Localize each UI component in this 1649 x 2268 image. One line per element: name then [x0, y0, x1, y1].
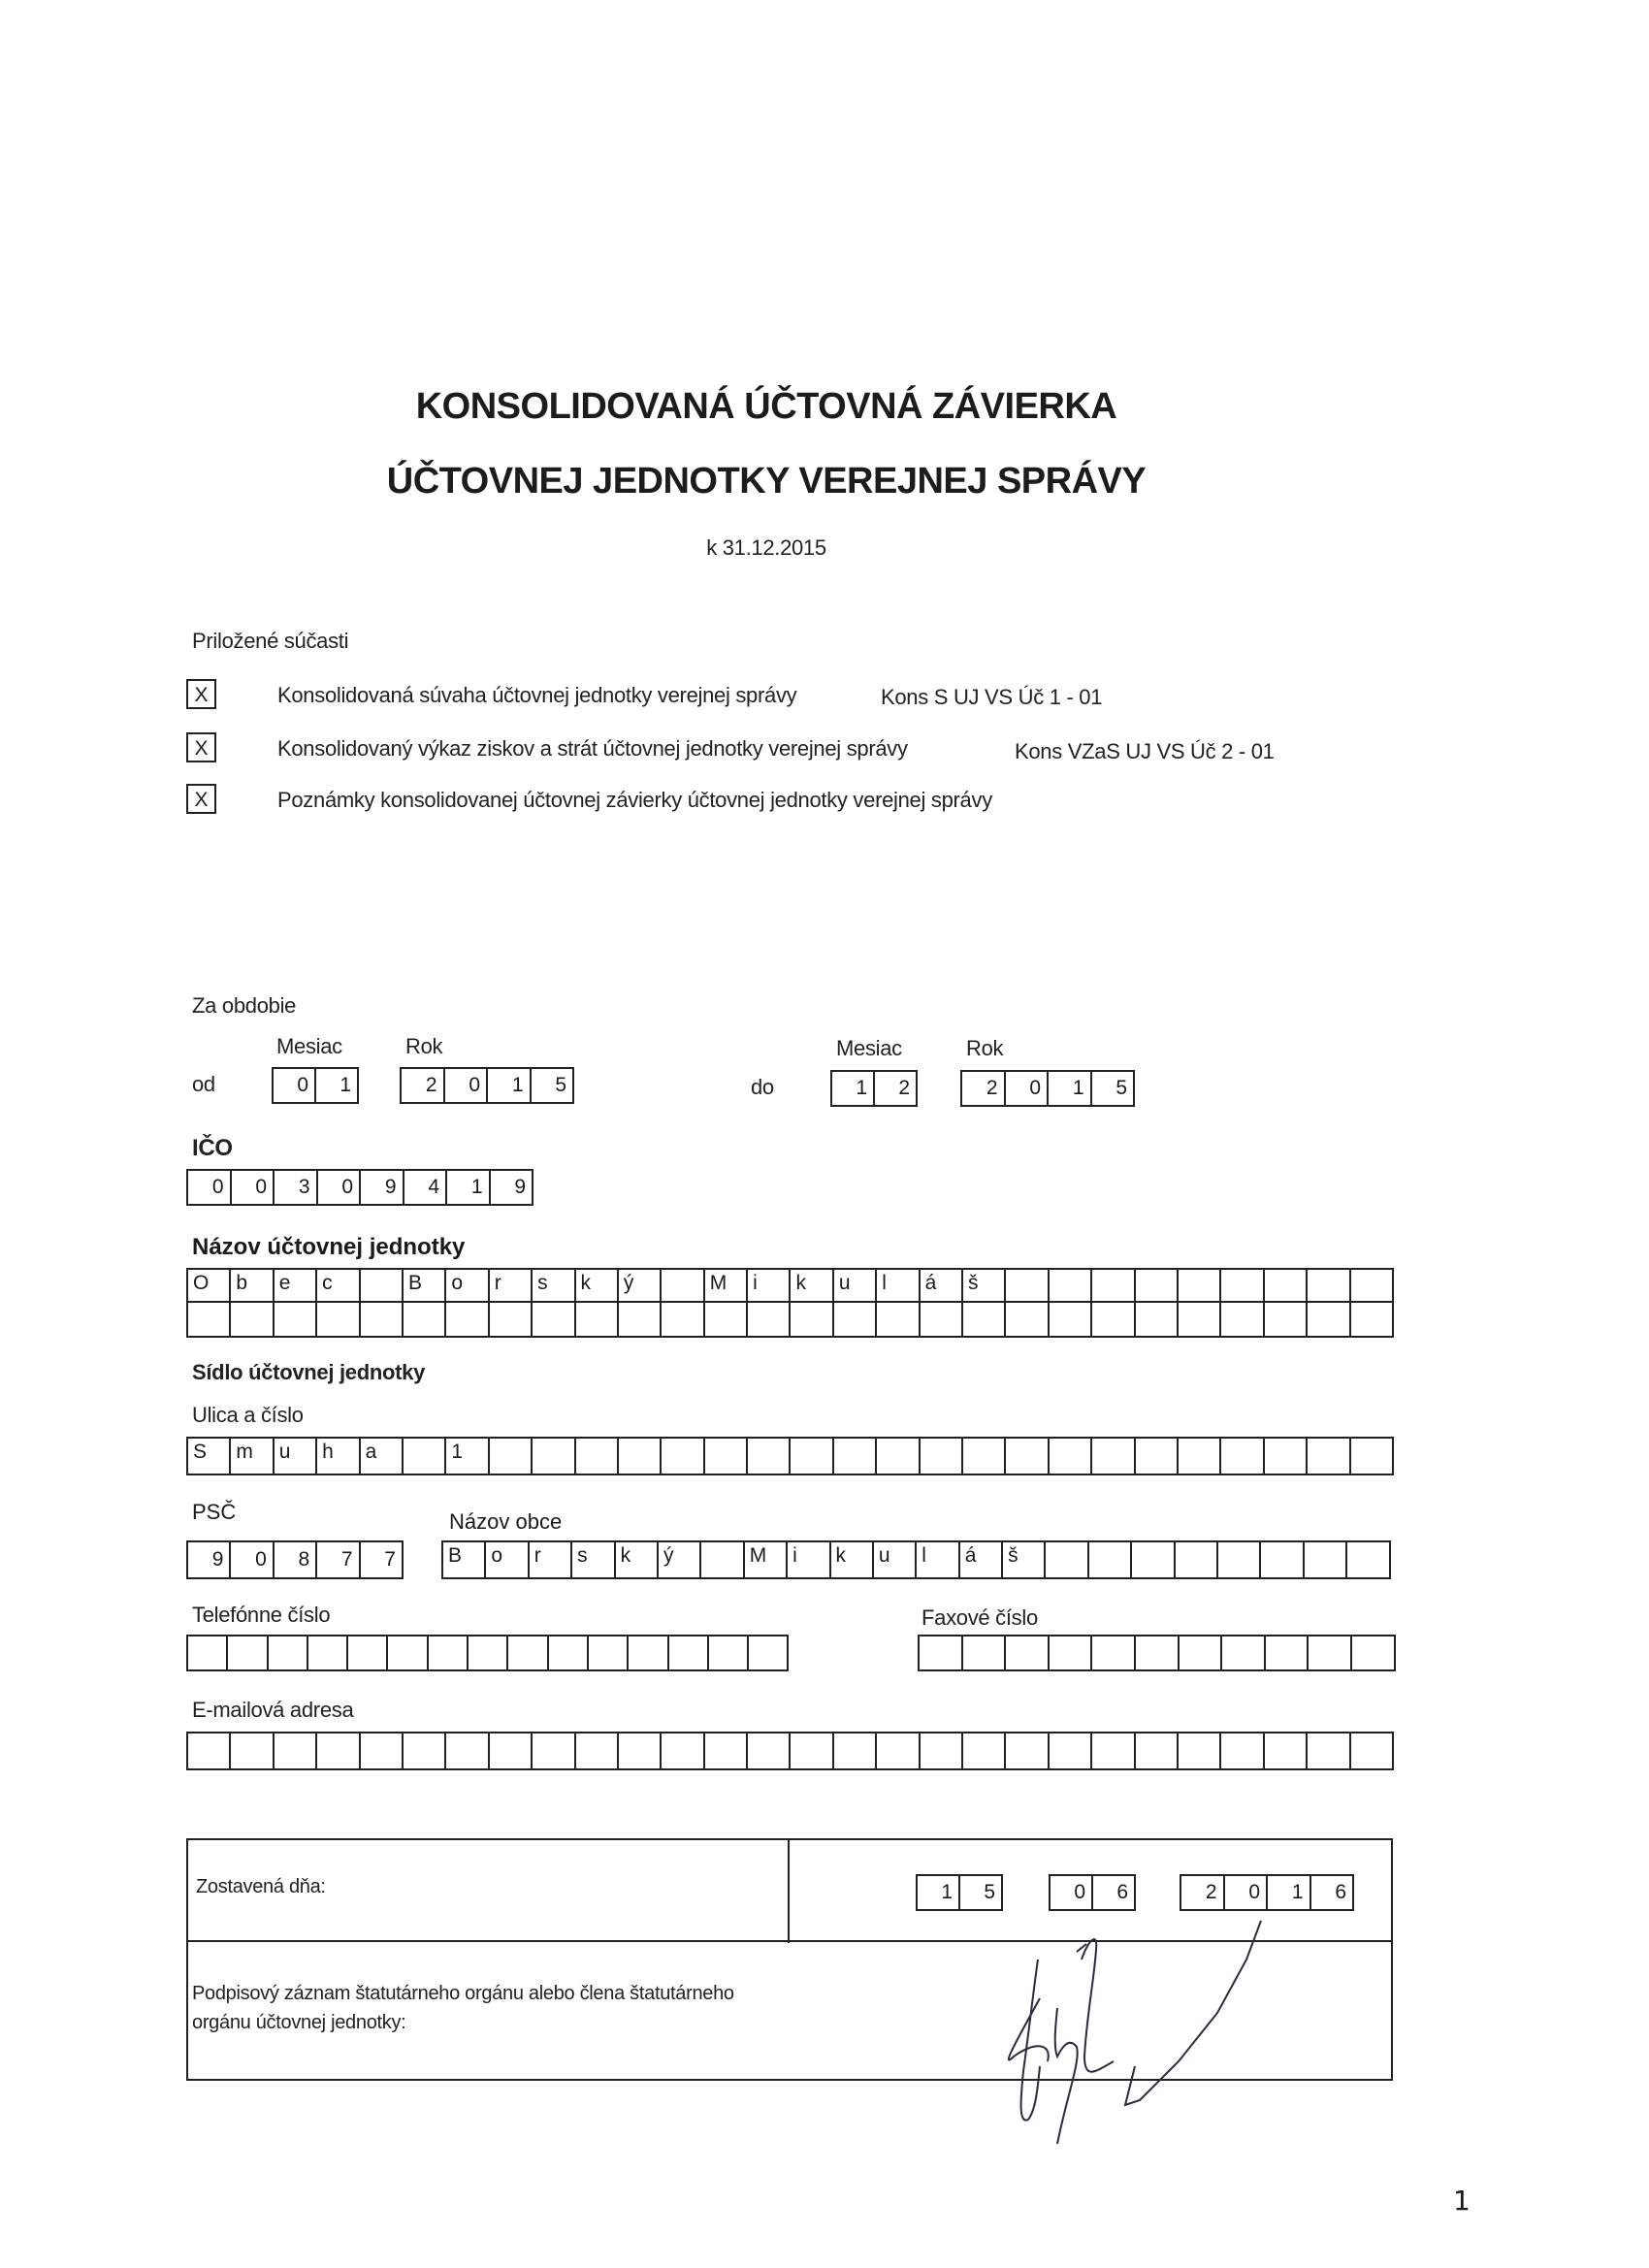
char-box[interactable]: ý — [659, 1542, 701, 1577]
char-box[interactable] — [1265, 1439, 1308, 1474]
char-box[interactable]: m — [231, 1439, 274, 1474]
char-box[interactable]: s — [533, 1270, 575, 1301]
char-box[interactable]: 5 — [1092, 1072, 1136, 1105]
char-box[interactable]: k — [791, 1270, 833, 1301]
char-box[interactable]: 7 — [317, 1542, 360, 1577]
char-box[interactable] — [1006, 1270, 1049, 1301]
unit-name-label: Názov účtovnej jednotky — [192, 1234, 466, 1260]
street-label: Ulica a číslo — [192, 1403, 304, 1427]
char-box[interactable]: 1 — [316, 1069, 359, 1102]
char-box[interactable] — [1179, 1270, 1221, 1301]
char-box[interactable] — [1050, 1301, 1092, 1336]
char-box[interactable] — [877, 1733, 920, 1768]
from-month-label: Mesiac — [276, 1034, 342, 1058]
char-box[interactable] — [748, 1301, 791, 1336]
char-box[interactable] — [834, 1733, 877, 1768]
char-box[interactable] — [1179, 1733, 1221, 1768]
char-box[interactable] — [619, 1733, 662, 1768]
char-box[interactable] — [188, 1636, 228, 1669]
char-box[interactable]: 2 — [1181, 1876, 1225, 1909]
char-box[interactable] — [1351, 1733, 1394, 1768]
attachment-label-3: Poznámky konsolidovanej účtovnej závierky účtovnej jednotky verejnej správy — [277, 788, 992, 812]
char-box[interactable]: 7 — [361, 1542, 404, 1577]
char-box[interactable] — [576, 1733, 619, 1768]
char-box[interactable]: 1 — [1268, 1876, 1311, 1909]
fax-label: Faxové číslo — [922, 1605, 1038, 1630]
char-box[interactable] — [188, 1301, 231, 1336]
char-box[interactable]: a — [361, 1439, 404, 1474]
char-box[interactable] — [231, 1733, 274, 1768]
char-box[interactable] — [1221, 1301, 1264, 1336]
char-box[interactable] — [791, 1301, 833, 1336]
char-box[interactable]: 2 — [875, 1072, 918, 1105]
char-box[interactable]: e — [275, 1270, 317, 1301]
char-box[interactable]: u — [834, 1270, 877, 1301]
attachment-code-1: Kons S UJ VS Úč 1 - 01 — [881, 685, 1103, 709]
char-box[interactable] — [188, 1733, 231, 1768]
char-box[interactable] — [404, 1733, 446, 1768]
char-box[interactable] — [490, 1733, 533, 1768]
char-box[interactable] — [549, 1636, 589, 1669]
signature-column-divider — [788, 1838, 790, 1943]
char-box[interactable]: á — [921, 1270, 963, 1301]
char-box[interactable]: h — [317, 1439, 360, 1474]
psc-field[interactable] — [186, 1540, 404, 1579]
char-box[interactable] — [877, 1301, 920, 1336]
char-box[interactable] — [1050, 1439, 1092, 1474]
char-box[interactable]: u — [874, 1542, 917, 1577]
to-year-label: Rok — [966, 1036, 1004, 1060]
char-box[interactable]: B — [443, 1542, 486, 1577]
attachment-checkbox-3[interactable]: X — [186, 784, 216, 814]
char-box[interactable] — [1308, 1439, 1350, 1474]
char-box[interactable]: 0 — [231, 1542, 274, 1577]
char-box[interactable] — [1309, 1636, 1352, 1669]
char-box[interactable] — [317, 1733, 360, 1768]
city-field[interactable] — [441, 1540, 1391, 1579]
char-box[interactable]: 1 — [832, 1072, 875, 1105]
char-box[interactable] — [619, 1439, 662, 1474]
char-box[interactable] — [920, 1636, 963, 1669]
char-box[interactable] — [1136, 1636, 1180, 1669]
char-box[interactable] — [791, 1733, 833, 1768]
period-heading: Za obdobie — [192, 993, 297, 1018]
char-box[interactable] — [1006, 1636, 1050, 1669]
char-box[interactable]: O — [188, 1270, 231, 1301]
char-box[interactable] — [1265, 1301, 1308, 1336]
char-box[interactable] — [1050, 1733, 1092, 1768]
char-box[interactable] — [1136, 1301, 1179, 1336]
char-box[interactable] — [1305, 1542, 1347, 1577]
char-box[interactable]: š — [963, 1270, 1006, 1301]
attachments-heading: Priložené súčasti — [192, 629, 349, 653]
char-box[interactable] — [662, 1733, 704, 1768]
char-box[interactable] — [662, 1270, 704, 1301]
char-box[interactable] — [963, 1636, 1007, 1669]
char-box[interactable] — [705, 1733, 748, 1768]
char-box[interactable] — [1092, 1733, 1135, 1768]
char-box[interactable] — [1132, 1542, 1175, 1577]
char-box[interactable]: 0 — [1225, 1876, 1269, 1909]
char-box[interactable]: 5 — [960, 1876, 1003, 1909]
char-box[interactable] — [1050, 1270, 1092, 1301]
char-box[interactable] — [576, 1301, 619, 1336]
char-box[interactable]: s — [572, 1542, 615, 1577]
char-box[interactable] — [388, 1636, 428, 1669]
char-box[interactable] — [1347, 1542, 1390, 1577]
char-box[interactable] — [662, 1439, 704, 1474]
char-box[interactable] — [1050, 1636, 1093, 1669]
char-box[interactable] — [1261, 1542, 1304, 1577]
attachment-checkbox-2[interactable]: X — [186, 732, 216, 762]
char-box[interactable]: l — [877, 1270, 920, 1301]
char-box[interactable]: 1 — [918, 1876, 960, 1909]
street-field[interactable] — [186, 1437, 1394, 1475]
char-box[interactable]: i — [788, 1542, 830, 1577]
char-box[interactable] — [348, 1636, 388, 1669]
char-box[interactable]: 1 — [446, 1439, 489, 1474]
char-box[interactable] — [404, 1301, 446, 1336]
to-month-field[interactable] — [830, 1070, 918, 1107]
char-box[interactable] — [1006, 1439, 1049, 1474]
page-subtitle: ÚČTOVNEJ JEDNOTKY VEREJNEJ SPRÁVY — [386, 461, 1147, 502]
char-box[interactable]: o — [486, 1542, 529, 1577]
char-box[interactable]: o — [446, 1270, 489, 1301]
char-box[interactable]: r — [530, 1542, 572, 1577]
char-box[interactable] — [361, 1301, 404, 1336]
char-box[interactable] — [921, 1301, 963, 1336]
char-box[interactable] — [921, 1439, 963, 1474]
from-year-label: Rok — [405, 1034, 443, 1058]
char-box[interactable] — [1218, 1542, 1261, 1577]
signature-label-line-1: Podpisový záznam štatutárneho orgánu alebo člena štatutárneho — [192, 1983, 734, 2004]
char-box[interactable]: 9 — [188, 1542, 231, 1577]
unit-name-row-2[interactable] — [186, 1301, 1394, 1338]
char-box[interactable] — [669, 1636, 709, 1669]
to-year-field[interactable] — [960, 1070, 1135, 1107]
char-box[interactable] — [1092, 1301, 1135, 1336]
to-month-label: Mesiac — [836, 1036, 902, 1060]
email-label: E-mailová adresa — [192, 1698, 354, 1722]
char-box[interactable] — [629, 1636, 668, 1669]
char-box[interactable] — [1179, 1301, 1221, 1336]
char-box[interactable] — [1351, 1439, 1394, 1474]
char-box[interactable]: 1 — [447, 1171, 491, 1204]
char-box[interactable]: M — [745, 1542, 788, 1577]
attachment-label-1: Konsolidovaná súvaha účtovnej jednotky verejnej správy — [277, 683, 797, 707]
attachment-label-2: Konsolidovaný výkaz ziskov a strát účtovnej jednotky verejnej správy — [277, 736, 908, 761]
char-box[interactable] — [701, 1542, 744, 1577]
fax-field[interactable] — [918, 1635, 1396, 1671]
char-box[interactable] — [709, 1636, 749, 1669]
report-date: k 31.12.2015 — [706, 535, 826, 560]
char-box[interactable] — [1351, 1301, 1394, 1336]
char-box[interactable] — [446, 1301, 489, 1336]
char-box[interactable] — [1308, 1733, 1350, 1768]
char-box[interactable] — [748, 1439, 791, 1474]
char-box[interactable] — [921, 1733, 963, 1768]
char-box[interactable] — [1046, 1542, 1088, 1577]
char-box[interactable] — [308, 1636, 348, 1669]
char-box[interactable] — [834, 1439, 877, 1474]
char-box[interactable]: 1 — [1049, 1072, 1092, 1105]
char-box[interactable] — [1222, 1636, 1266, 1669]
char-box[interactable] — [361, 1733, 404, 1768]
char-box[interactable]: 6 — [1093, 1876, 1136, 1909]
char-box[interactable] — [1221, 1439, 1264, 1474]
char-box[interactable] — [1006, 1733, 1049, 1768]
char-box[interactable]: 0 — [318, 1171, 362, 1204]
ico-field[interactable] — [186, 1169, 534, 1206]
char-box[interactable] — [1006, 1301, 1049, 1336]
char-box[interactable]: 0 — [274, 1069, 316, 1102]
ico-label: IČO — [192, 1135, 233, 1161]
char-box[interactable] — [791, 1439, 833, 1474]
from-year-field[interactable] — [400, 1067, 574, 1104]
char-box[interactable]: 2 — [402, 1069, 445, 1102]
char-box[interactable] — [963, 1733, 1006, 1768]
signature-label-line-2: orgánu účtovnej jednotky: — [192, 2012, 406, 2033]
attachment-code-2: Kons VZaS UJ VS Úč 2 - 01 — [1015, 739, 1275, 763]
char-box[interactable] — [1351, 1270, 1394, 1301]
char-box[interactable]: M — [705, 1270, 748, 1301]
char-box[interactable]: 9 — [361, 1171, 404, 1204]
char-box[interactable] — [533, 1733, 575, 1768]
psc-label: PSČ — [192, 1500, 237, 1524]
od-label: od — [192, 1072, 215, 1096]
char-box[interactable]: 2 — [962, 1072, 1006, 1105]
char-box[interactable]: k — [831, 1542, 874, 1577]
char-box[interactable] — [228, 1636, 268, 1669]
char-box[interactable] — [619, 1301, 662, 1336]
char-box[interactable]: 0 — [232, 1171, 275, 1204]
char-box[interactable]: 5 — [532, 1069, 575, 1102]
char-box[interactable]: k — [576, 1270, 619, 1301]
char-box[interactable]: 3 — [275, 1171, 318, 1204]
char-box[interactable]: 1 — [488, 1069, 532, 1102]
char-box[interactable] — [705, 1301, 748, 1336]
char-box[interactable] — [1352, 1636, 1396, 1669]
char-box[interactable] — [1308, 1301, 1350, 1336]
char-box[interactable] — [963, 1301, 1006, 1336]
char-box[interactable] — [1179, 1439, 1221, 1474]
char-box[interactable] — [576, 1439, 619, 1474]
char-box[interactable] — [404, 1439, 446, 1474]
char-box[interactable] — [469, 1636, 508, 1669]
char-box[interactable]: 8 — [275, 1542, 317, 1577]
char-box[interactable] — [1136, 1270, 1179, 1301]
char-box[interactable] — [1265, 1270, 1308, 1301]
char-box[interactable]: 0 — [1051, 1876, 1093, 1909]
unit-name-row-1[interactable] — [186, 1268, 1394, 1303]
char-box[interactable] — [269, 1636, 308, 1669]
char-box[interactable] — [705, 1439, 748, 1474]
handwritten-signature — [980, 1901, 1300, 2154]
char-box[interactable]: 0 — [1006, 1072, 1050, 1105]
char-box[interactable] — [1136, 1733, 1179, 1768]
char-box[interactable] — [1221, 1270, 1264, 1301]
char-box[interactable] — [231, 1301, 274, 1336]
char-box[interactable]: r — [490, 1270, 533, 1301]
char-box[interactable]: S — [188, 1439, 231, 1474]
char-box[interactable] — [1308, 1270, 1350, 1301]
char-box[interactable] — [533, 1439, 575, 1474]
char-box[interactable] — [275, 1301, 317, 1336]
char-box[interactable] — [1266, 1636, 1310, 1669]
char-box[interactable]: i — [748, 1270, 791, 1301]
char-box[interactable] — [1176, 1542, 1218, 1577]
phone-field[interactable] — [186, 1635, 789, 1671]
char-box[interactable]: á — [960, 1542, 1003, 1577]
char-box[interactable]: c — [317, 1270, 360, 1301]
attachment-checkbox-1[interactable]: X — [186, 679, 216, 709]
email-field[interactable] — [186, 1732, 1394, 1770]
char-box[interactable]: b — [231, 1270, 274, 1301]
char-box[interactable] — [589, 1636, 629, 1669]
page-number: 1 — [1453, 2185, 1471, 2217]
char-box[interactable] — [275, 1733, 317, 1768]
char-box[interactable]: 9 — [491, 1171, 534, 1204]
char-box[interactable]: l — [917, 1542, 959, 1577]
char-box[interactable]: k — [616, 1542, 659, 1577]
char-box[interactable] — [1089, 1542, 1132, 1577]
city-label: Názov obce — [449, 1509, 563, 1534]
char-box[interactable]: š — [1003, 1542, 1046, 1577]
char-box[interactable] — [1092, 1636, 1136, 1669]
char-box[interactable]: B — [404, 1270, 446, 1301]
char-box[interactable] — [748, 1733, 791, 1768]
char-box[interactable] — [490, 1301, 533, 1336]
char-box[interactable]: u — [275, 1439, 317, 1474]
char-box[interactable] — [749, 1636, 789, 1669]
char-box[interactable] — [963, 1439, 1006, 1474]
char-box[interactable] — [1221, 1733, 1264, 1768]
char-box[interactable] — [508, 1636, 548, 1669]
char-box[interactable]: ý — [619, 1270, 662, 1301]
char-box[interactable] — [317, 1301, 360, 1336]
char-box[interactable] — [834, 1301, 877, 1336]
char-box[interactable]: 0 — [188, 1171, 232, 1204]
char-box[interactable]: 6 — [1311, 1876, 1355, 1909]
page-title: KONSOLIDOVANÁ ÚČTOVNÁ ZÁVIERKA — [415, 386, 1117, 427]
char-box[interactable] — [662, 1301, 704, 1336]
char-box[interactable] — [1092, 1270, 1135, 1301]
char-box[interactable] — [429, 1636, 469, 1669]
char-box[interactable] — [877, 1439, 920, 1474]
compiled-date-label: Zostavená dňa: — [196, 1876, 326, 1897]
char-box[interactable]: 0 — [445, 1069, 489, 1102]
char-box[interactable] — [1180, 1636, 1223, 1669]
phone-label: Telefónne číslo — [192, 1603, 331, 1627]
char-box[interactable] — [1092, 1439, 1135, 1474]
char-box[interactable] — [361, 1270, 404, 1301]
char-box[interactable]: 4 — [404, 1171, 448, 1204]
do-label: do — [751, 1075, 774, 1099]
from-month-field[interactable] — [272, 1067, 359, 1104]
char-box[interactable] — [1265, 1733, 1308, 1768]
address-heading: Sídlo účtovnej jednotky — [192, 1360, 426, 1384]
char-box[interactable] — [446, 1733, 489, 1768]
char-box[interactable] — [533, 1301, 575, 1336]
char-box[interactable] — [490, 1439, 533, 1474]
char-box[interactable] — [1136, 1439, 1179, 1474]
